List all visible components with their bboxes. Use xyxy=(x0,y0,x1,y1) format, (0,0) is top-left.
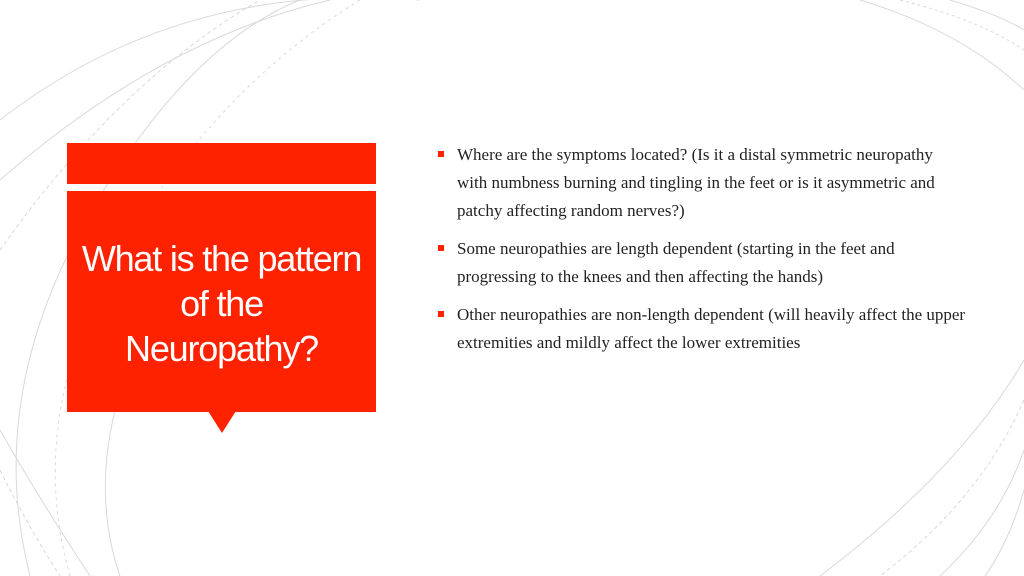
bullet-text: Where are the symptoms located? (Is it a distal symmetric neuropathy with numbness burning and tingling in the feet or is it asymmetric and patchy affecting random nerves?) xyxy=(457,145,935,220)
square-bullet-icon xyxy=(438,311,444,317)
square-bullet-icon xyxy=(438,151,444,157)
slide-title: What is the pattern of the Neuropathy? xyxy=(81,238,362,369)
title-box xyxy=(67,191,376,412)
square-bullet-icon xyxy=(438,245,444,251)
bullet-list xyxy=(437,141,967,367)
bullet-item xyxy=(437,235,967,291)
bullet-text: Some neuropathies are length dependent (starting in the feet and progressing to the knees and then affecting the hands) xyxy=(457,239,895,286)
bullet-item xyxy=(437,301,967,357)
bullet-text: Other neuropathies are non-length dependent (will heavily affect the upper extremities and mildly affect the lower extremities xyxy=(457,305,966,352)
bullet-item xyxy=(437,141,967,225)
title-pointer xyxy=(208,411,236,433)
accent-bar xyxy=(67,143,376,184)
